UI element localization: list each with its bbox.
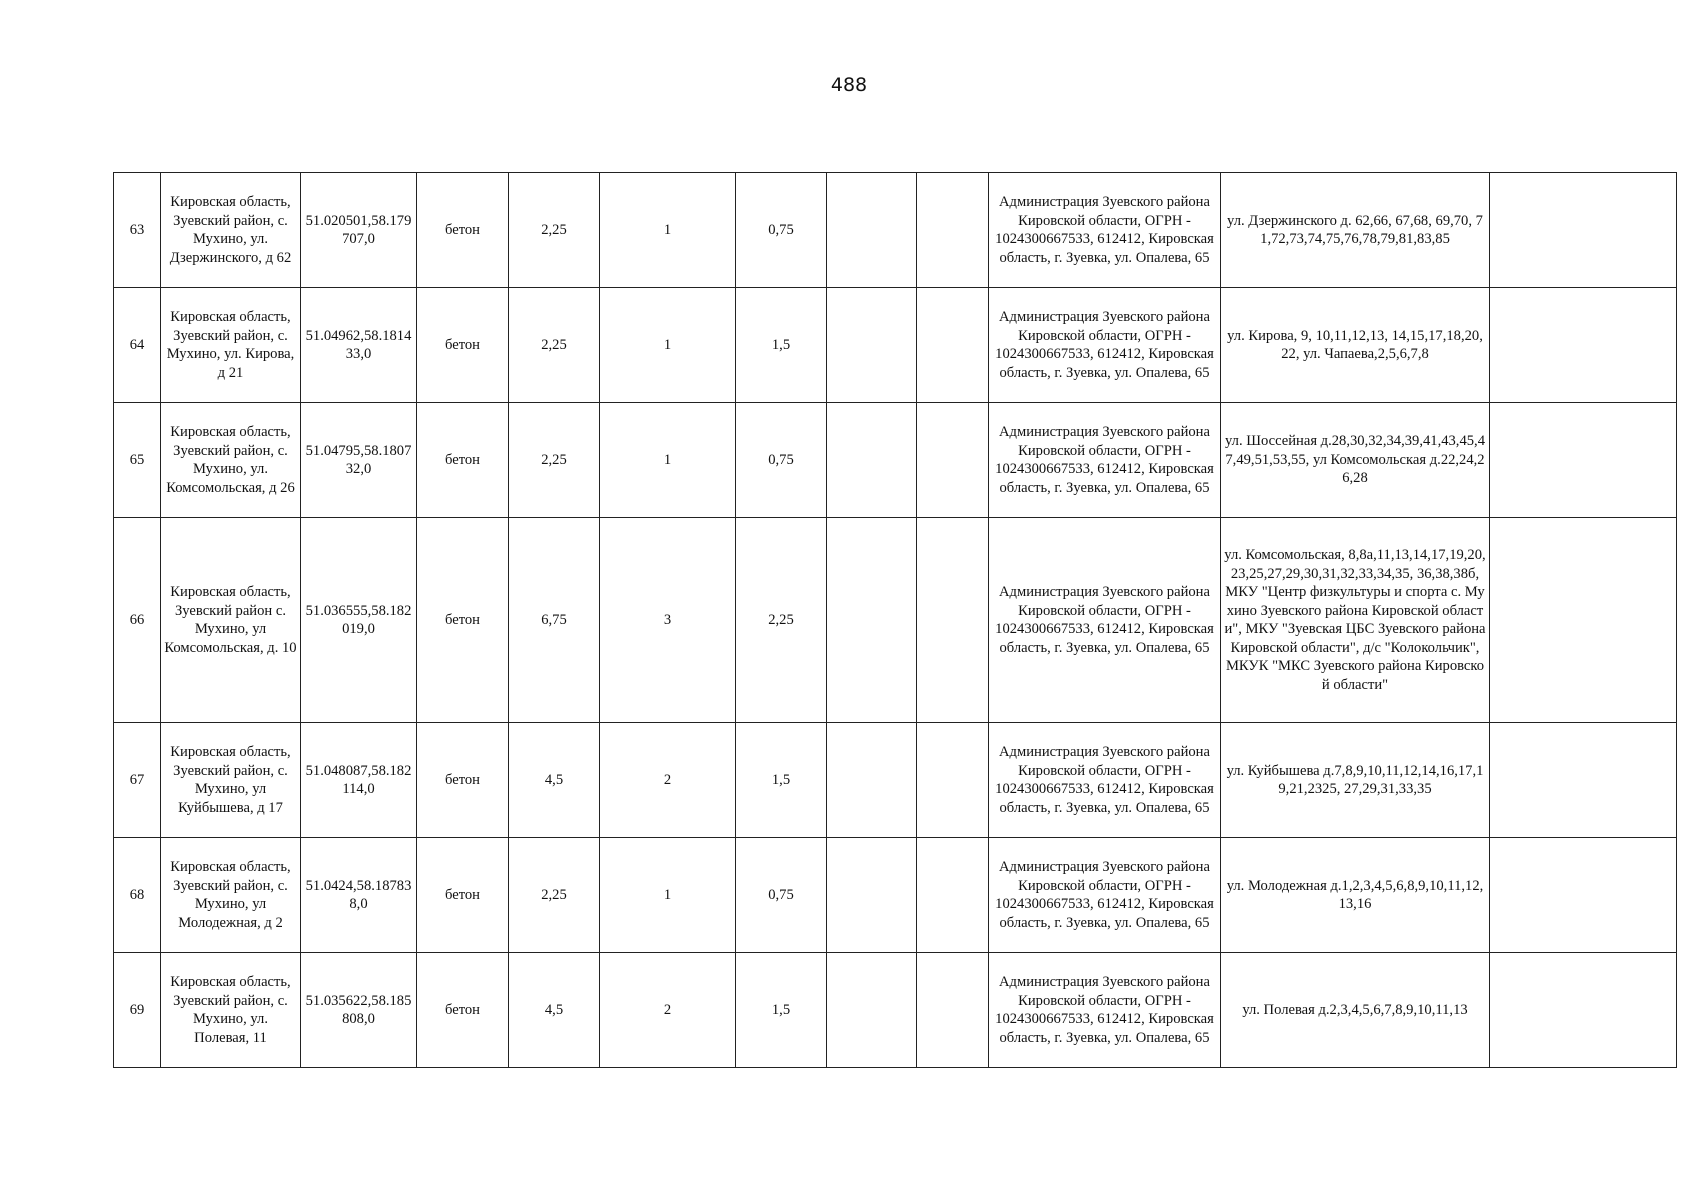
row-number-cell: 69 [114, 953, 161, 1068]
table-row [114, 173, 1677, 288]
row-number-cell: 64 [114, 288, 161, 403]
address-cell: Кировская область, Зуевский район, с. Мухино, ул. Полевая, 11 [161, 953, 301, 1068]
surface-material-cell: бетон [417, 723, 509, 838]
area-cell: 2,25 [509, 403, 600, 518]
empty-cell [1490, 953, 1677, 1068]
empty-cell [827, 953, 917, 1068]
owner-cell: Администрация Зуевского района Кировской области, ОГРН - 1024300667533, 612412, Кировская область, г. Зуевка, ул. Опалева, 65 [989, 403, 1221, 518]
table-body [114, 173, 1677, 1068]
area-cell: 2,25 [509, 838, 600, 953]
table-row [114, 838, 1677, 953]
table-row [114, 518, 1677, 723]
coordinates-cell: 51.04962,58.181433,0 [301, 288, 417, 403]
waste-sources-cell: ул. Молодежная д.1,2,3,4,5,6,8,9,10,11,12,13,16 [1221, 838, 1490, 953]
owner-cell: Администрация Зуевского района Кировской области, ОГРН - 1024300667533, 612412, Кировская область, г. Зуевка, ул. Опалева, 65 [989, 288, 1221, 403]
area-cell: 2,25 [509, 173, 600, 288]
coordinates-cell: 51.04795,58.180732,0 [301, 403, 417, 518]
row-number-cell: 66 [114, 518, 161, 723]
row-number-cell: 65 [114, 403, 161, 518]
area-cell: 2,25 [509, 288, 600, 403]
waste-sites-table [113, 172, 1677, 1068]
container-count-cell: 1 [600, 838, 736, 953]
surface-material-cell: бетон [417, 403, 509, 518]
empty-cell [1490, 723, 1677, 838]
empty-cell [1490, 838, 1677, 953]
coordinates-cell: 51.036555,58.182019,0 [301, 518, 417, 723]
address-cell: Кировская область, Зуевский район, с. Мухино, ул. Дзержинского, д 62 [161, 173, 301, 288]
empty-cell [1490, 288, 1677, 403]
address-cell: Кировская область, Зуевский район, с. Мухино, ул Молодежная, д 2 [161, 838, 301, 953]
owner-cell: Администрация Зуевского района Кировской области, ОГРН - 1024300667533, 612412, Кировская область, г. Зуевка, ул. Опалева, 65 [989, 723, 1221, 838]
address-cell: Кировская область, Зуевский район с. Мухино, ул Комсомольская, д. 10 [161, 518, 301, 723]
empty-cell [827, 173, 917, 288]
table-row [114, 723, 1677, 838]
empty-cell [917, 953, 989, 1068]
empty-cell [827, 723, 917, 838]
container-count-cell: 2 [600, 723, 736, 838]
waste-sources-cell: ул. Дзержинского д. 62,66, 67,68, 69,70, 71,72,73,74,75,76,78,79,81,83,85 [1221, 173, 1490, 288]
owner-cell: Администрация Зуевского района Кировской области, ОГРН - 1024300667533, 612412, Кировская область, г. Зуевка, ул. Опалева, 65 [989, 838, 1221, 953]
address-cell: Кировская область, Зуевский район, с. Мухино, ул. Комсомольская, д 26 [161, 403, 301, 518]
empty-cell [917, 838, 989, 953]
container-volume-cell: 1,5 [736, 288, 827, 403]
table-row [114, 953, 1677, 1068]
surface-material-cell: бетон [417, 518, 509, 723]
owner-cell: Администрация Зуевского района Кировской области, ОГРН - 1024300667533, 612412, Кировская область, г. Зуевка, ул. Опалева, 65 [989, 173, 1221, 288]
coordinates-cell: 51.020501,58.179707,0 [301, 173, 417, 288]
container-volume-cell: 1,5 [736, 723, 827, 838]
coordinates-cell: 51.0424,58.187838,0 [301, 838, 417, 953]
row-number-cell: 63 [114, 173, 161, 288]
row-number-cell: 68 [114, 838, 161, 953]
empty-cell [917, 173, 989, 288]
empty-cell [917, 403, 989, 518]
empty-cell [1490, 403, 1677, 518]
empty-cell [827, 518, 917, 723]
container-count-cell: 1 [600, 173, 736, 288]
empty-cell [917, 723, 989, 838]
container-volume-cell: 2,25 [736, 518, 827, 723]
container-count-cell: 1 [600, 403, 736, 518]
table-row [114, 288, 1677, 403]
page-number: 488 [830, 74, 868, 96]
coordinates-cell: 51.035622,58.185808,0 [301, 953, 417, 1068]
surface-material-cell: бетон [417, 953, 509, 1068]
container-volume-cell: 0,75 [736, 838, 827, 953]
empty-cell [1490, 518, 1677, 723]
area-cell: 4,5 [509, 953, 600, 1068]
address-cell: Кировская область, Зуевский район, с. Мухино, ул Куйбышева, д 17 [161, 723, 301, 838]
container-volume-cell: 1,5 [736, 953, 827, 1068]
container-volume-cell: 0,75 [736, 173, 827, 288]
waste-sources-cell: ул. Кирова, 9, 10,11,12,13, 14,15,17,18,20,22, ул. Чапаева,2,5,6,7,8 [1221, 288, 1490, 403]
area-cell: 6,75 [509, 518, 600, 723]
address-cell: Кировская область, Зуевский район, с. Мухино, ул. Кирова, д 21 [161, 288, 301, 403]
empty-cell [917, 518, 989, 723]
container-count-cell: 1 [600, 288, 736, 403]
surface-material-cell: бетон [417, 288, 509, 403]
row-number-cell: 67 [114, 723, 161, 838]
area-cell: 4,5 [509, 723, 600, 838]
waste-sources-cell: ул. Полевая д.2,3,4,5,6,7,8,9,10,11,13 [1221, 953, 1490, 1068]
coordinates-cell: 51.048087,58.182114,0 [301, 723, 417, 838]
owner-cell: Администрация Зуевского района Кировской области, ОГРН - 1024300667533, 612412, Кировская область, г. Зуевка, ул. Опалева, 65 [989, 953, 1221, 1068]
empty-cell [827, 403, 917, 518]
empty-cell [1490, 173, 1677, 288]
owner-cell: Администрация Зуевского района Кировской области, ОГРН - 1024300667533, 612412, Кировская область, г. Зуевка, ул. Опалева, 65 [989, 518, 1221, 723]
container-volume-cell: 0,75 [736, 403, 827, 518]
empty-cell [917, 288, 989, 403]
empty-cell [827, 288, 917, 403]
surface-material-cell: бетон [417, 173, 509, 288]
container-count-cell: 3 [600, 518, 736, 723]
table-row [114, 403, 1677, 518]
surface-material-cell: бетон [417, 838, 509, 953]
waste-sources-cell: ул. Куйбышева д.7,8,9,10,11,12,14,16,17,19,21,2325, 27,29,31,33,35 [1221, 723, 1490, 838]
empty-cell [827, 838, 917, 953]
waste-sources-cell: ул. Комсомольская, 8,8а,11,13,14,17,19,20,23,25,27,29,30,31,32,33,34,35, 36,38,38б, МКУ "Центр физкультуры и спорта с. Мухино Зуевского района Кировской области", МКУ "Зуевская ЦБС Зуевского района Кировской области", д/с "Колокольчик", МКУК "МКС Зуевского района Кировской области" [1221, 518, 1490, 723]
waste-sources-cell: ул. Шоссейная д.28,30,32,34,39,41,43,45,47,49,51,53,55, ул Комсомольская д.22,24,26,28 [1221, 403, 1490, 518]
container-count-cell: 2 [600, 953, 736, 1068]
